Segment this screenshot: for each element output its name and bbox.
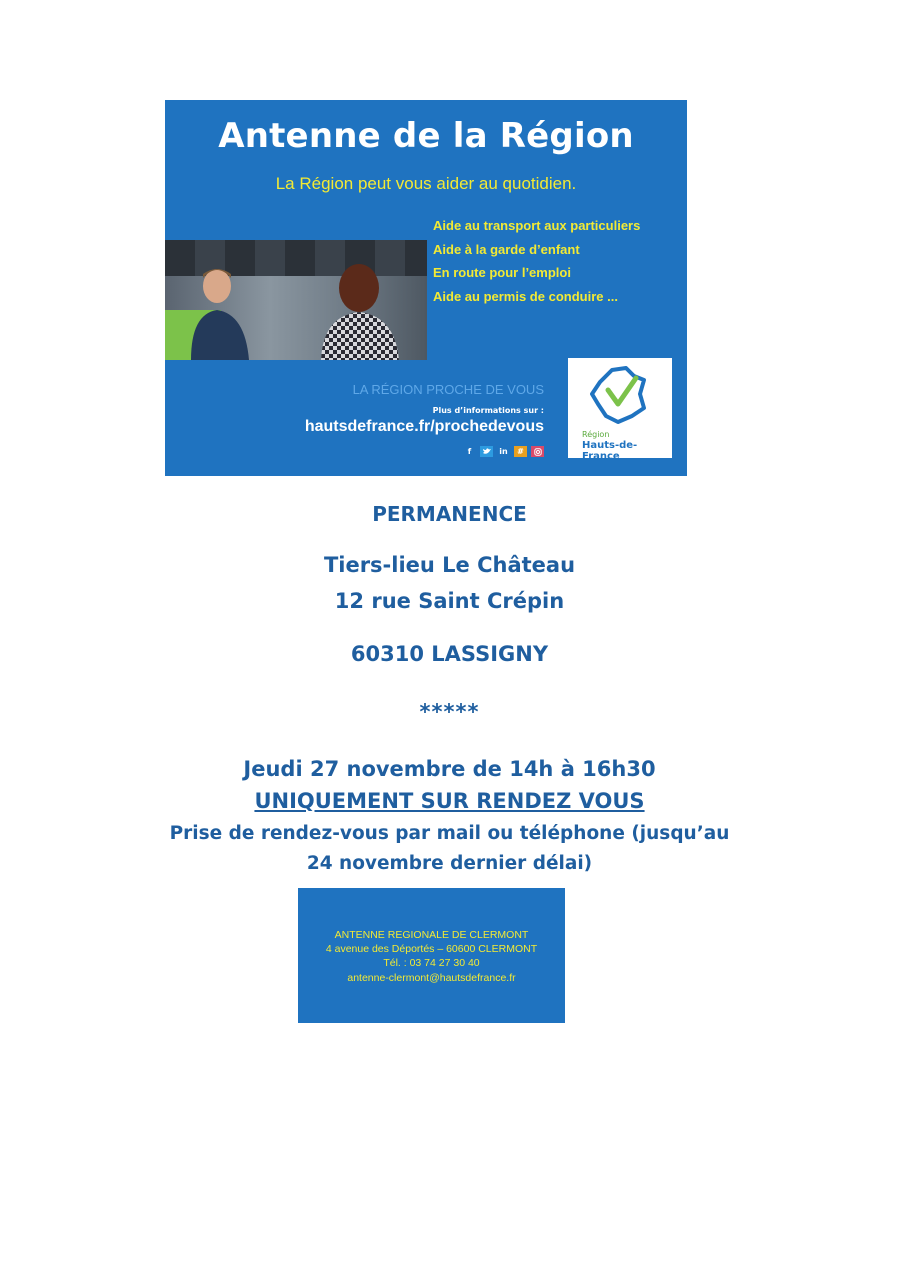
- logo-region-label: Région: [582, 430, 610, 439]
- info-label: Plus d’informations sur :: [432, 406, 544, 415]
- linkedin-icon[interactable]: in: [499, 447, 508, 456]
- flyer-title: Antenne de la Région: [218, 116, 634, 156]
- booking-info-line2: 24 novembre dernier délai): [306, 853, 593, 874]
- appointment-only: UNIQUEMENT SUR RENDEZ VOUS: [254, 789, 645, 813]
- contact-email[interactable]: antenne-clermont@hautsdefrance.fr: [347, 972, 516, 984]
- region-flyer: [165, 100, 687, 476]
- aid-item: Aide à la garde d’enfant: [433, 241, 580, 257]
- permanence-heading: PERMANENCE: [372, 502, 527, 526]
- advisor-photo: [165, 240, 427, 360]
- france-map-icon: [588, 364, 650, 426]
- flyer-tagline: LA RÉGION PROCHE DE VOUS: [352, 382, 544, 397]
- aid-item: En route pour l’emploi: [433, 265, 571, 280]
- venue-name: Tiers-lieu Le Château: [323, 553, 576, 577]
- region-logo: [568, 358, 672, 462]
- hashtag-icon[interactable]: #: [514, 446, 527, 457]
- venue-city: 60310 LASSIGNY: [350, 642, 549, 666]
- facebook-icon[interactable]: f: [467, 447, 472, 456]
- instagram-icon[interactable]: [531, 446, 544, 457]
- twitter-icon[interactable]: [480, 446, 493, 457]
- social-icons: [457, 446, 544, 457]
- aid-item: Aide au transport aux particuliers: [433, 218, 641, 233]
- booking-info-line1: Prise de rendez-vous par mail ou téléphone (jusqu’au: [169, 823, 730, 844]
- logo-region-name: Hauts-de-France: [582, 440, 638, 462]
- contact-phone[interactable]: Tél. : 03 74 27 30 40: [383, 957, 480, 969]
- photo-woman: [313, 258, 403, 360]
- contact-address: 4 avenue des Déportés – 60600 CLERMONT: [325, 943, 538, 955]
- aid-list: [433, 214, 640, 308]
- event-date: Jeudi 27 novembre de 14h à 16h30: [243, 757, 656, 781]
- separator: *****: [419, 700, 480, 724]
- aid-item: Aide au permis de conduire ...: [433, 288, 618, 304]
- photo-man: [187, 262, 253, 360]
- website-link[interactable]: hautsdefrance.fr/prochedevous: [304, 418, 544, 435]
- contact-box: [298, 888, 565, 1023]
- venue-street: 12 rue Saint Crépin: [334, 589, 565, 613]
- flyer-subtitle: La Région peut vous aider au quotidien.: [275, 174, 577, 193]
- contact-name: ANTENNE REGIONALE DE CLERMONT: [334, 929, 529, 941]
